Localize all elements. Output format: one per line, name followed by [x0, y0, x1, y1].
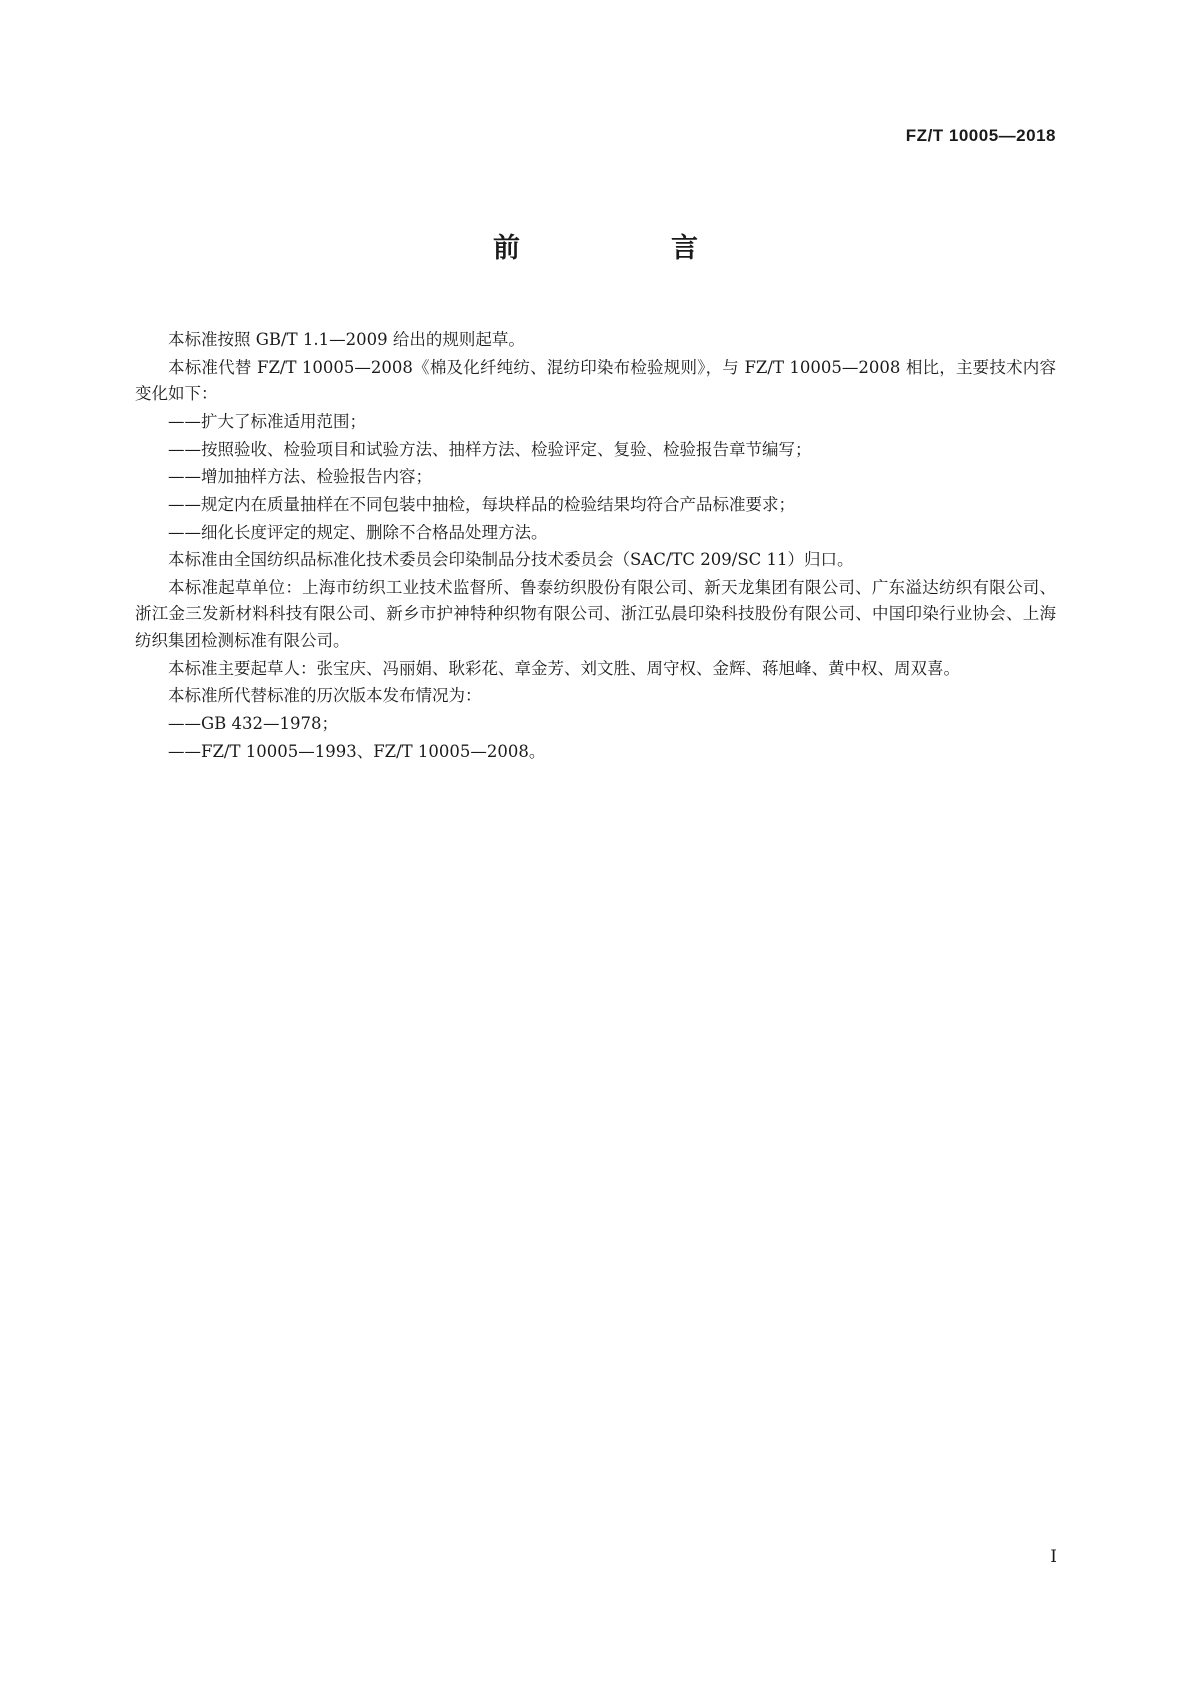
- list-item-change: ——规定内在质量抽样在不同包装中抽检，每块样品的检验结果均符合产品标准要求；: [168, 494, 795, 514]
- paragraph-drafting-rules: 本标准按照 GB/T 1.1—2009 给出的规则起草。: [168, 330, 525, 349]
- foreword-body: [135, 327, 1056, 766]
- paragraph-history-intro: 本标准所代替标准的历次版本发布情况为：: [168, 686, 482, 706]
- paragraph-committee: 本标准由全国纺织品标准化技术委员会印染制品分技术委员会（SAC/TC 209/SC 11）归口。: [168, 550, 854, 570]
- page-title: 前 言: [493, 233, 760, 264]
- list-item-change: ——增加抽样方法、检验报告内容；: [168, 467, 432, 487]
- list-item-change: ——按照验收、检验项目和试验方法、抽样方法、检验评定、复验、检验报告章节编写；: [168, 439, 812, 459]
- standard-code: FZ/T 10005—2018: [905, 126, 1056, 145]
- list-item-change: ——扩大了标准适用范围；: [168, 411, 366, 431]
- list-item-history: ——GB 432—1978；: [168, 713, 339, 733]
- list-item-change: ——细化长度评定的规定、删除不合格品处理方法。: [168, 522, 548, 542]
- page-number: Ⅰ: [1050, 1547, 1057, 1567]
- paragraph-drafters: 本标准主要起草人：张宝庆、冯丽娟、耿彩花、章金芳、刘文胜、周守权、金辉、蒋旭峰、黄中权、周双喜。: [168, 658, 960, 678]
- paragraph-drafting-units: 本标准起草单位：上海市纺织工业技术监督所、鲁泰纺织股份有限公司、新天龙集团有限公司、广东溢达纺织有限公司、浙江金三发新材料科技有限公司、新乡市护神特种织物有限公司、浙江弘晨印染科技股份有限公司、中国印染行业协会、上海纺织集团检测标准有限公司。: [135, 578, 1056, 650]
- list-item-history: ——FZ/T 10005—1993、FZ/T 10005—2008。: [168, 741, 546, 761]
- paragraph-replacement: 本标准代替 FZ/T 10005—2008《棉及化纤纯纺、混纺印染布检验规则》，与 FZ/T 10005—2008 相比，主要技术内容变化如下：: [135, 357, 1056, 404]
